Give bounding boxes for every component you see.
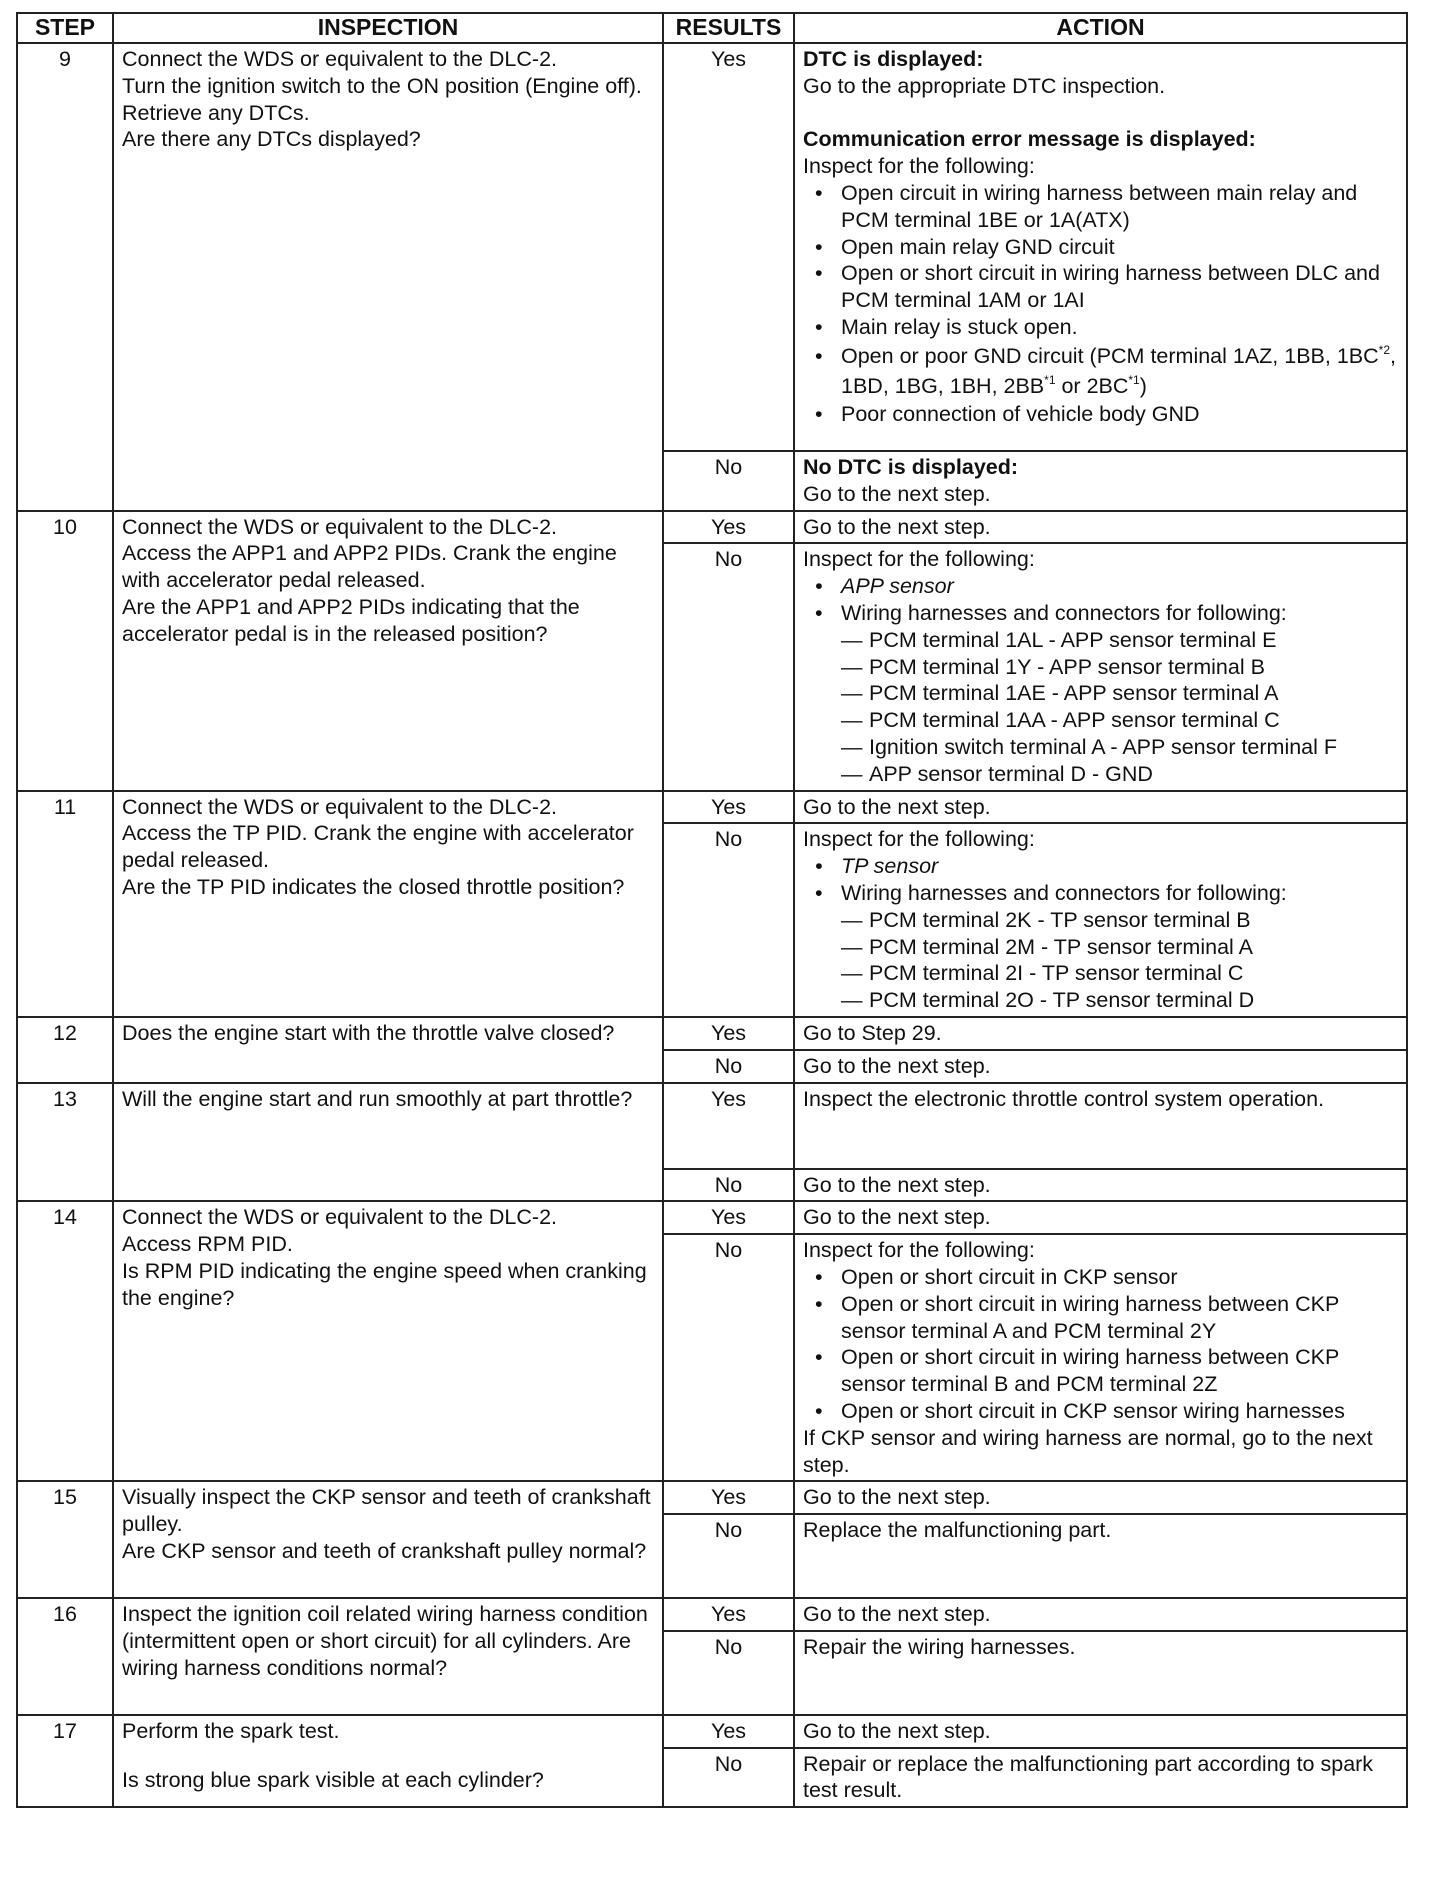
- action-cell: Go to the next step.: [794, 1169, 1407, 1202]
- action-cell: Go to the next step.: [794, 1715, 1407, 1748]
- inspection-cell: Will the engine start and run smoothly at part throttle?: [113, 1083, 663, 1202]
- inspection-line: Turn the ignition switch to the ON position (Engine off).: [122, 73, 642, 98]
- inspection-cell: Does the engine start with the throttle valve closed?: [113, 1017, 663, 1083]
- action-text: Inspect for the following:: [803, 1238, 1035, 1263]
- action-heading: DTC is displayed:: [803, 47, 984, 71]
- action-bullet-list: [803, 180, 1398, 428]
- action-dash-item: — APP sensor terminal D - GND: [841, 761, 1398, 788]
- action-bullet-gnd: • Open or poor GND circuit (PCM terminal 1AZ, 1BB, 1BC$^{*2}$, 1BD, 1BG, 1BH, 2BB$^{*1}$ or 2BC$^{*1}$): [815, 341, 1398, 401]
- inspection-line: Connect the WDS or equivalent to the DLC-2.: [122, 794, 557, 819]
- action-cell: [794, 43, 1407, 451]
- inspection-cell: [113, 1201, 663, 1481]
- action-heading: No DTC is displayed:: [803, 455, 1019, 479]
- inspection-line: Perform the spark test.: [122, 1718, 340, 1743]
- action-bullet-list: [803, 1264, 1398, 1425]
- result-no: No: [663, 543, 794, 790]
- result-no: No: [663, 1748, 794, 1808]
- action-dash-list: [803, 907, 1398, 1014]
- action-cell: Go to the next step.: [794, 791, 1407, 824]
- inspection-line: Connect the WDS or equivalent to the DLC-2.: [122, 1205, 557, 1230]
- inspection-line: Are there any DTCs displayed?: [122, 127, 421, 152]
- table-row-step-9: [17, 43, 1407, 451]
- table-header-row: [17, 13, 1407, 43]
- table-row-step-14: [17, 1201, 1407, 1234]
- action-dash-item: — PCM terminal 1Y - APP sensor terminal B: [841, 654, 1398, 681]
- inspection-procedure-document: [16, 12, 1406, 1808]
- inspection-line: Visually inspect the CKP sensor and teeth of crankshaft pulley.: [122, 1485, 651, 1537]
- inspection-cell: [113, 43, 663, 511]
- table-row-step-10: [17, 511, 1407, 544]
- result-yes: Yes: [663, 43, 794, 451]
- action-bullet: • Open main relay GND circuit: [815, 234, 1398, 261]
- action-cell: [794, 451, 1407, 511]
- inspection-line: Retrieve any DTCs.: [122, 100, 310, 125]
- inspection-line: Are the APP1 and APP2 PIDs indicating that the accelerator pedal is in the released position?: [122, 594, 580, 646]
- step-number: 11: [17, 791, 113, 1017]
- action-dash-item: — PCM terminal 2O - TP sensor terminal D: [841, 987, 1398, 1014]
- action-bullet: • Open or short circuit in CKP sensor wiring harnesses: [815, 1398, 1398, 1425]
- action-text: Inspect for the following:: [803, 547, 1035, 572]
- inspection-cell: Inspect the ignition coil related wiring harness condition (intermittent open or short circuit) for all cylinders. Are wiring harness conditions normal?: [113, 1598, 663, 1715]
- action-dash-item: — PCM terminal 2I - TP sensor terminal C: [841, 960, 1398, 987]
- step-number: 10: [17, 511, 113, 791]
- result-yes: Yes: [663, 791, 794, 824]
- inspection-line: Is RPM PID indicating the engine speed when cranking the engine?: [122, 1258, 647, 1310]
- result-no: No: [663, 1050, 794, 1083]
- header-action: ACTION: [794, 13, 1407, 43]
- result-no: No: [663, 1514, 794, 1598]
- inspection-line: Is strong blue spark visible at each cylinder?: [122, 1767, 544, 1792]
- action-bullet: • Poor connection of vehicle body GND: [815, 401, 1398, 428]
- action-bullet: • Open or short circuit in wiring harness between CKP sensor terminal A and PCM terminal 2Y: [815, 1291, 1398, 1345]
- inspection-cell: [113, 511, 663, 791]
- result-yes: Yes: [663, 1598, 794, 1631]
- header-inspection: INSPECTION: [113, 13, 663, 43]
- action-dash-item: — Ignition switch terminal A - APP sensor terminal F: [841, 734, 1398, 761]
- inspection-line: Connect the WDS or equivalent to the DLC-2.: [122, 47, 557, 71]
- inspection-cell: [113, 791, 663, 1017]
- result-yes: Yes: [663, 1201, 794, 1234]
- table-row-step-17: [17, 1715, 1407, 1748]
- table-row-step-11: [17, 791, 1407, 824]
- result-no: No: [663, 451, 794, 511]
- action-bullet: • APP sensor: [815, 573, 1398, 600]
- table-row-step-15: [17, 1481, 1407, 1514]
- result-yes: Yes: [663, 1715, 794, 1748]
- action-text: Go to the appropriate DTC inspection.: [803, 73, 1166, 98]
- inspection-line: Access the TP PID. Crank the engine with accelerator pedal released.: [122, 821, 634, 873]
- action-dash-item: — PCM terminal 2K - TP sensor terminal B: [841, 907, 1398, 934]
- inspection-line: Access RPM PID.: [122, 1232, 293, 1257]
- inspection-line: Access the APP1 and APP2 PIDs. Crank the engine with accelerator pedal released.: [122, 541, 617, 593]
- action-bullet: • Open or short circuit in CKP sensor: [815, 1264, 1398, 1291]
- action-text: Inspect for the following:: [803, 154, 1035, 179]
- header-results: RESULTS: [663, 13, 794, 43]
- result-yes: Yes: [663, 1083, 794, 1169]
- step-number: 13: [17, 1083, 113, 1202]
- step-number: 16: [17, 1598, 113, 1715]
- action-bullet: • Open or short circuit in wiring harness between CKP sensor terminal B and PCM terminal 2Z: [815, 1344, 1398, 1398]
- action-cell: Go to the next step.: [794, 511, 1407, 544]
- action-cell: Go to the next step.: [794, 1201, 1407, 1234]
- step-number: 17: [17, 1715, 113, 1807]
- action-bullet: • Open or short circuit in wiring harness between DLC and PCM terminal 1AM or 1AI: [815, 260, 1398, 314]
- inspection-cell: [113, 1481, 663, 1598]
- action-cell: [794, 823, 1407, 1017]
- action-cell: Replace the malfunctioning part.: [794, 1514, 1407, 1598]
- inspection-line: Are CKP sensor and teeth of crankshaft pulley normal?: [122, 1538, 647, 1563]
- action-dash-item: — PCM terminal 1AE - APP sensor terminal A: [841, 680, 1398, 707]
- action-bullet: • TP sensor: [815, 853, 1398, 880]
- action-cell: Inspect the electronic throttle control system operation.: [794, 1083, 1407, 1169]
- action-cell: Repair the wiring harnesses.: [794, 1631, 1407, 1715]
- step-number: 12: [17, 1017, 113, 1083]
- action-heading: Communication error message is displayed:: [803, 127, 1256, 152]
- step-number: 9: [17, 43, 113, 511]
- action-dash-item: — PCM terminal 2M - TP sensor terminal A: [841, 934, 1398, 961]
- result-no: No: [663, 823, 794, 1017]
- action-text: If CKP sensor and wiring harness are normal, go to the next step.: [803, 1425, 1373, 1477]
- action-bullet-list: [803, 573, 1398, 627]
- action-dash-list: [803, 627, 1398, 788]
- action-text: Inspect for the following:: [803, 827, 1035, 852]
- header-step: STEP: [17, 13, 113, 43]
- action-bullet: • Wiring harnesses and connectors for following:: [815, 880, 1398, 907]
- action-bullet: • Wiring harnesses and connectors for following:: [815, 600, 1398, 627]
- action-bullet: • Open circuit in wiring harness between main relay and PCM terminal 1BE or 1A(ATX): [815, 180, 1398, 234]
- result-no: No: [663, 1631, 794, 1715]
- action-dash-item: — PCM terminal 1AL - APP sensor terminal E: [841, 627, 1398, 654]
- inspection-line: Are the TP PID indicates the closed throttle position?: [122, 874, 625, 899]
- action-cell: Go to the next step.: [794, 1481, 1407, 1514]
- table-row-step-16: [17, 1598, 1407, 1631]
- action-dash-item: — PCM terminal 1AA - APP sensor terminal C: [841, 707, 1398, 734]
- inspection-line: Connect the WDS or equivalent to the DLC-2.: [122, 514, 557, 539]
- result-yes: Yes: [663, 511, 794, 544]
- action-cell: Repair or replace the malfunctioning part according to spark test result.: [794, 1748, 1407, 1808]
- inspection-cell: [113, 1715, 663, 1807]
- result-no: No: [663, 1234, 794, 1481]
- inspection-table: [16, 12, 1408, 1808]
- action-cell: Go to the next step.: [794, 1598, 1407, 1631]
- result-yes: Yes: [663, 1481, 794, 1514]
- action-cell: Go to Step 29.: [794, 1017, 1407, 1050]
- action-bullet: • Main relay is stuck open.: [815, 314, 1398, 341]
- action-cell: [794, 1234, 1407, 1481]
- table-row-step-13: [17, 1083, 1407, 1169]
- action-text: Go to the next step.: [803, 481, 991, 506]
- action-bullet-list: [803, 853, 1398, 907]
- result-no: No: [663, 1169, 794, 1202]
- step-number: 14: [17, 1201, 113, 1481]
- table-row-step-12: [17, 1017, 1407, 1050]
- result-yes: Yes: [663, 1017, 794, 1050]
- action-cell: Go to the next step.: [794, 1050, 1407, 1083]
- step-number: 15: [17, 1481, 113, 1598]
- action-cell: [794, 543, 1407, 790]
